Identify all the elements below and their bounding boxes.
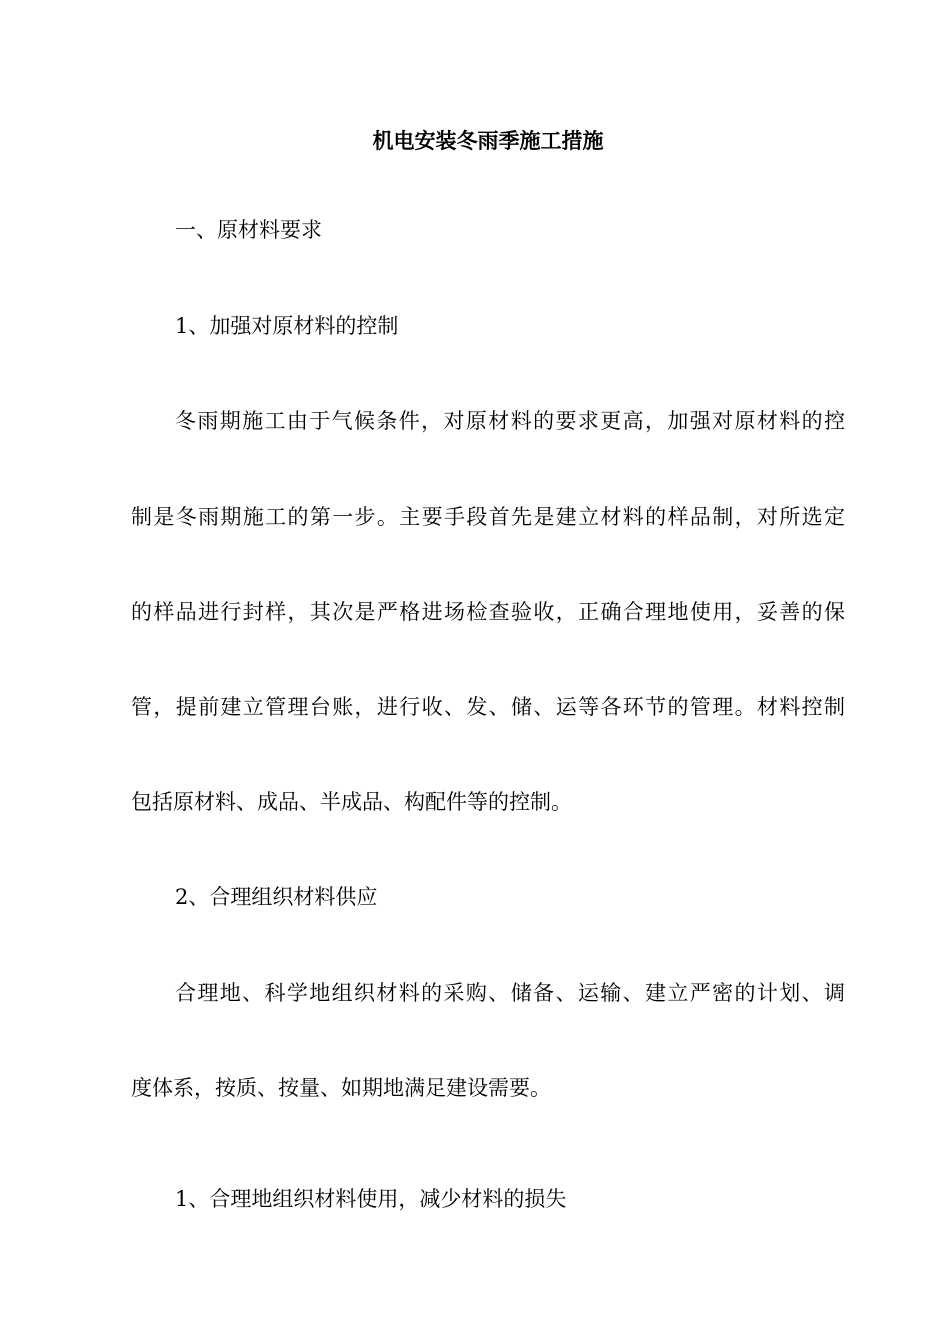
paragraph-1-line-1: 冬雨期施工由于气候条件，对原材料的要求更高，加强对原材料的控: [175, 409, 845, 433]
paragraph-2-line-1: 合理地、科学地组织材料的采购、储备、运输、建立严密的计划、调: [175, 981, 845, 1005]
paragraph-1-line-3: 的样品进行封样，其次是严格进场检查验收，正确合理地使用，妥善的保: [131, 600, 845, 624]
paragraph-2-line-2: 度体系，按质、按量、如期地满足建设需要。: [131, 1076, 551, 1100]
paragraph-1-line-5: 包括原材料、成品、半成品、构配件等的控制。: [131, 790, 572, 814]
section-heading: 一、原材料要求: [175, 218, 322, 242]
item-heading-1: 1、加强对原材料的控制: [175, 314, 399, 338]
item-heading-3: 1、合理地组织材料使用，减少材料的损失: [175, 1187, 567, 1211]
item-heading-2: 2、合理组织材料供应: [175, 885, 378, 909]
document-title: 机电安装冬雨季施工措施: [372, 129, 604, 153]
paragraph-1-line-2: 制是冬雨期施工的第一步。主要手段首先是建立材料的样品制，对所选定: [131, 505, 845, 529]
paragraph-1-line-4: 管，提前建立管理台账，进行收、发、储、运等各环节的管理。材料控制: [131, 695, 845, 719]
